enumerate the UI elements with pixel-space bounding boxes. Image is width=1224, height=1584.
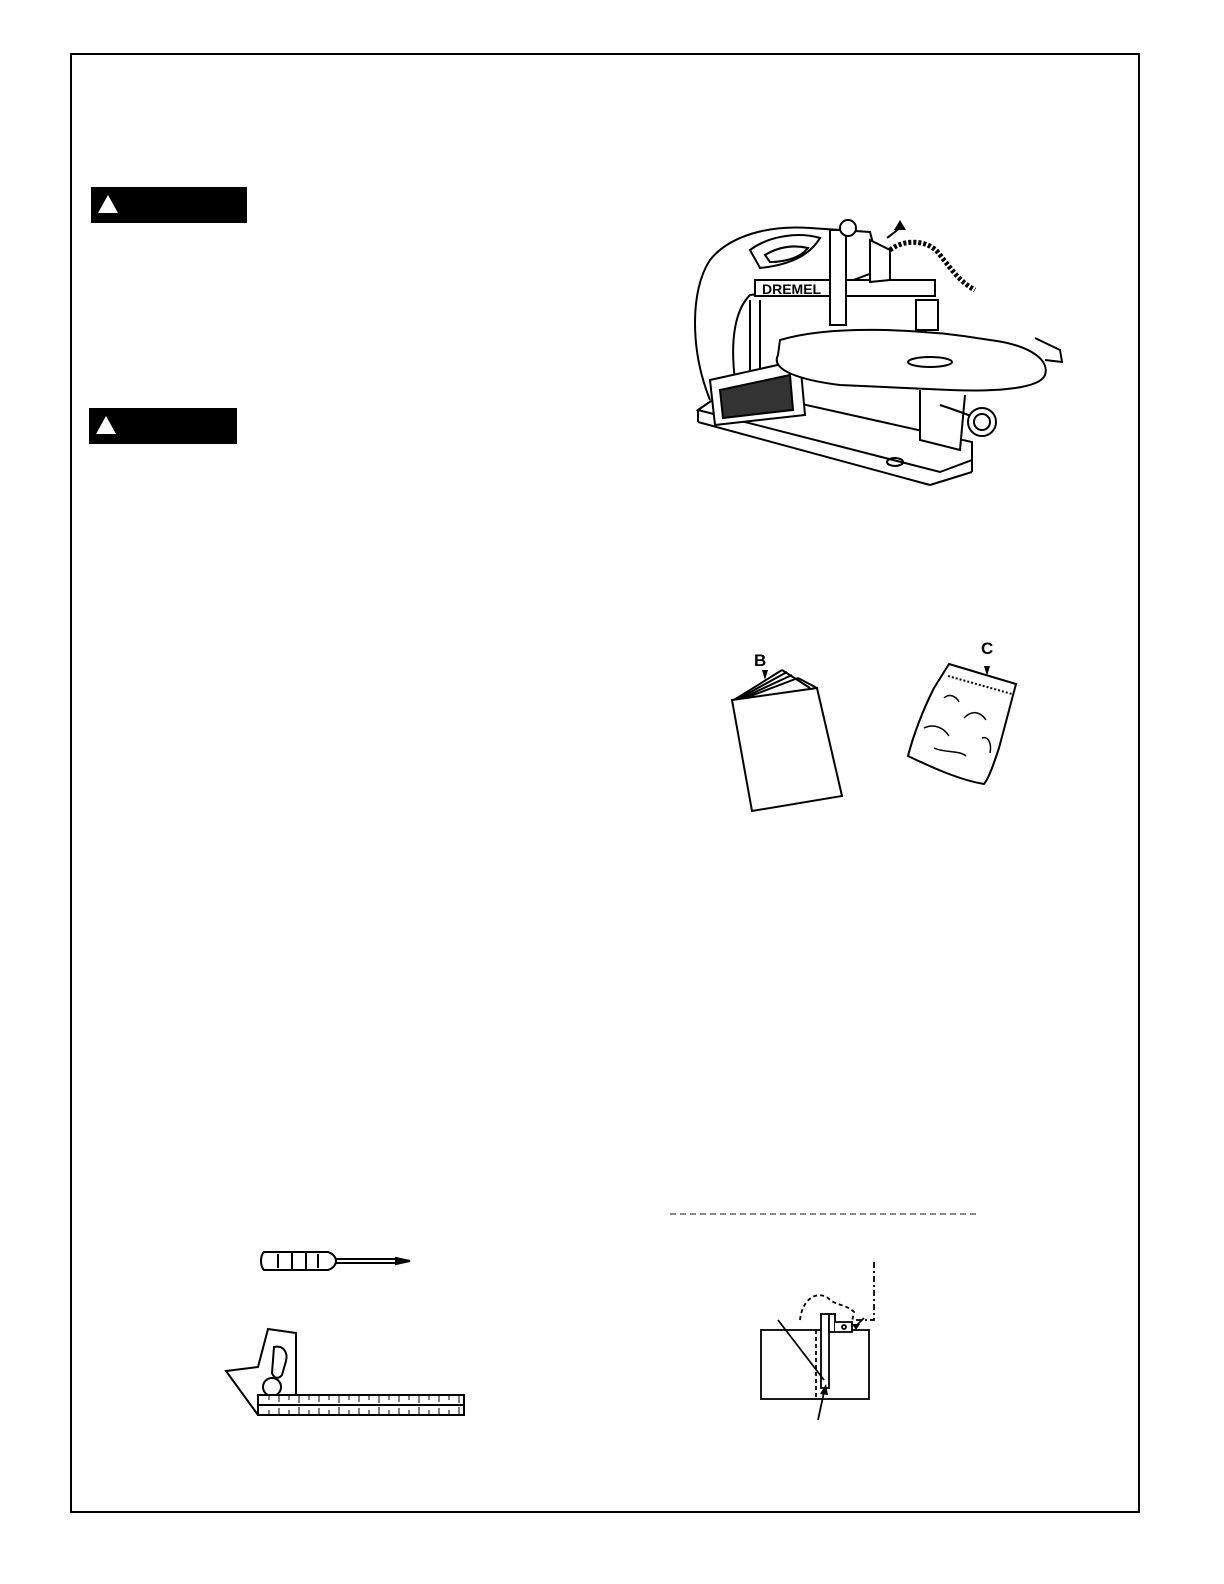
combination-square-illustration bbox=[224, 1327, 469, 1422]
faint-caption-line bbox=[670, 1213, 976, 1215]
screwdriver-illustration bbox=[258, 1246, 418, 1276]
callout-b: B bbox=[754, 651, 767, 670]
warning-banner bbox=[89, 408, 237, 444]
warning-banner bbox=[91, 187, 247, 223]
warning-triangle-icon bbox=[97, 194, 119, 214]
callout-c: C bbox=[981, 639, 994, 658]
warning-label bbox=[123, 408, 231, 444]
blade-square-diagram bbox=[756, 1260, 886, 1425]
scroll-saw-illustration bbox=[690, 210, 1070, 500]
parts-bag-illustration bbox=[904, 638, 1029, 788]
brand-label: DREMEL bbox=[762, 281, 822, 297]
warning-triangle-icon bbox=[95, 415, 117, 435]
warning-label bbox=[125, 187, 241, 223]
manual-illustration bbox=[722, 648, 847, 818]
